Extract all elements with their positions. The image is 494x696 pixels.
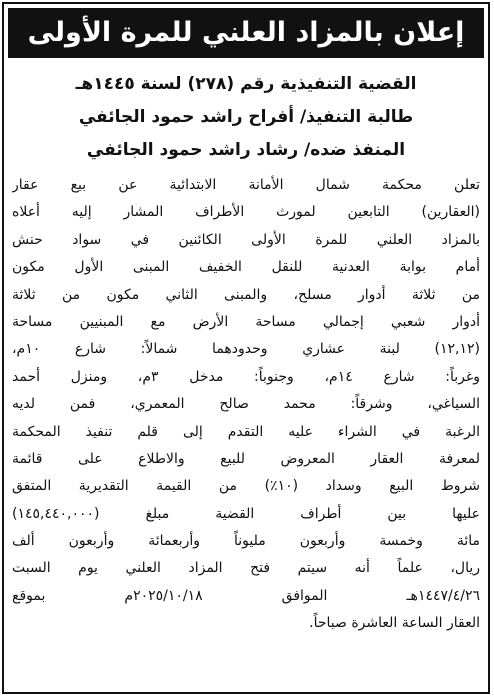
body-line: (١٢,١٢) لبنة عشاري وحدودهما شمالاً: شارع ١٠م،	[12, 341, 480, 358]
case-header	[12, 68, 480, 167]
body-line: وغرباً: شارع ١٤م، وجنوباً: مدخل ٣م، ومنزل أحمد	[12, 368, 480, 385]
announcement-body	[12, 172, 480, 638]
body-line: ريال، علماً أنه سيتم فتح المزاد العلني يوم السبت	[12, 560, 480, 577]
body-line: العقار الساعة العاشرة صباحاً.	[309, 615, 480, 632]
body-line: أدوار شعبي إجمالي مساحة الأرض مع المبنيين مساحة	[12, 313, 480, 330]
case-number-line: القضية التنفيذية رقم (٢٧٨) لسنة ١٤٤٥هـ	[75, 74, 417, 94]
body-line: عليها بين أطراف القضية مبلغ (١٤٥,٤٤٠,٠٠٠)	[12, 505, 480, 522]
body-line: لمعرفة العقار المعروض للبيع والاطلاع على قائمة	[12, 450, 480, 467]
body-line: تعلن محكمة شمال الأمانة الابتدائية عن بيع عقار	[12, 177, 480, 193]
body-line: من ثلاثة أدوار مسلح، والمبنى الثاني مكون من ثلاثة	[12, 286, 480, 303]
body-line: السياغي، وشرقاً: محمد صالح المعمري، فمن لديه	[12, 396, 480, 413]
body-line: بالمزاد العلني للمرة الأولى الكائنين في سواد حنش	[12, 231, 480, 248]
body-line: الرغبة في الشراء عليه التقدم إلى قلم تنفيذ المحكمة	[12, 423, 480, 440]
title-banner	[8, 8, 484, 58]
respondent-line: المنفذ ضده/ رشاد راشد حمود الجائفي	[86, 140, 406, 160]
body-line: أمام بوابة العدنية للنقل الخفيف المبنى الأول مكون	[12, 259, 480, 276]
body-line: مائة وخمسة وأربعون مليوناً وأربعمائة وأربعون ألف	[12, 533, 480, 550]
announcement-frame	[2, 2, 490, 694]
announcement-title: إعلان بالمزاد العلني للمرة الأولى	[27, 17, 465, 48]
body-line: (العقارين) التابعين لمورث الأطراف المشار إليه أعلاه	[12, 204, 480, 221]
body-line: شروط البيع وسداد (١٠٪) من القيمة التقديرية المتفق	[12, 478, 480, 495]
body-line: ١٤٤٧/٤/٢٦هـ الموافق ٢٠٢٥/١٠/١٨م بموقع	[12, 587, 480, 604]
claimant-line: طالبة التنفيذ/ أفراح راشد حمود الجائفي	[78, 107, 414, 127]
